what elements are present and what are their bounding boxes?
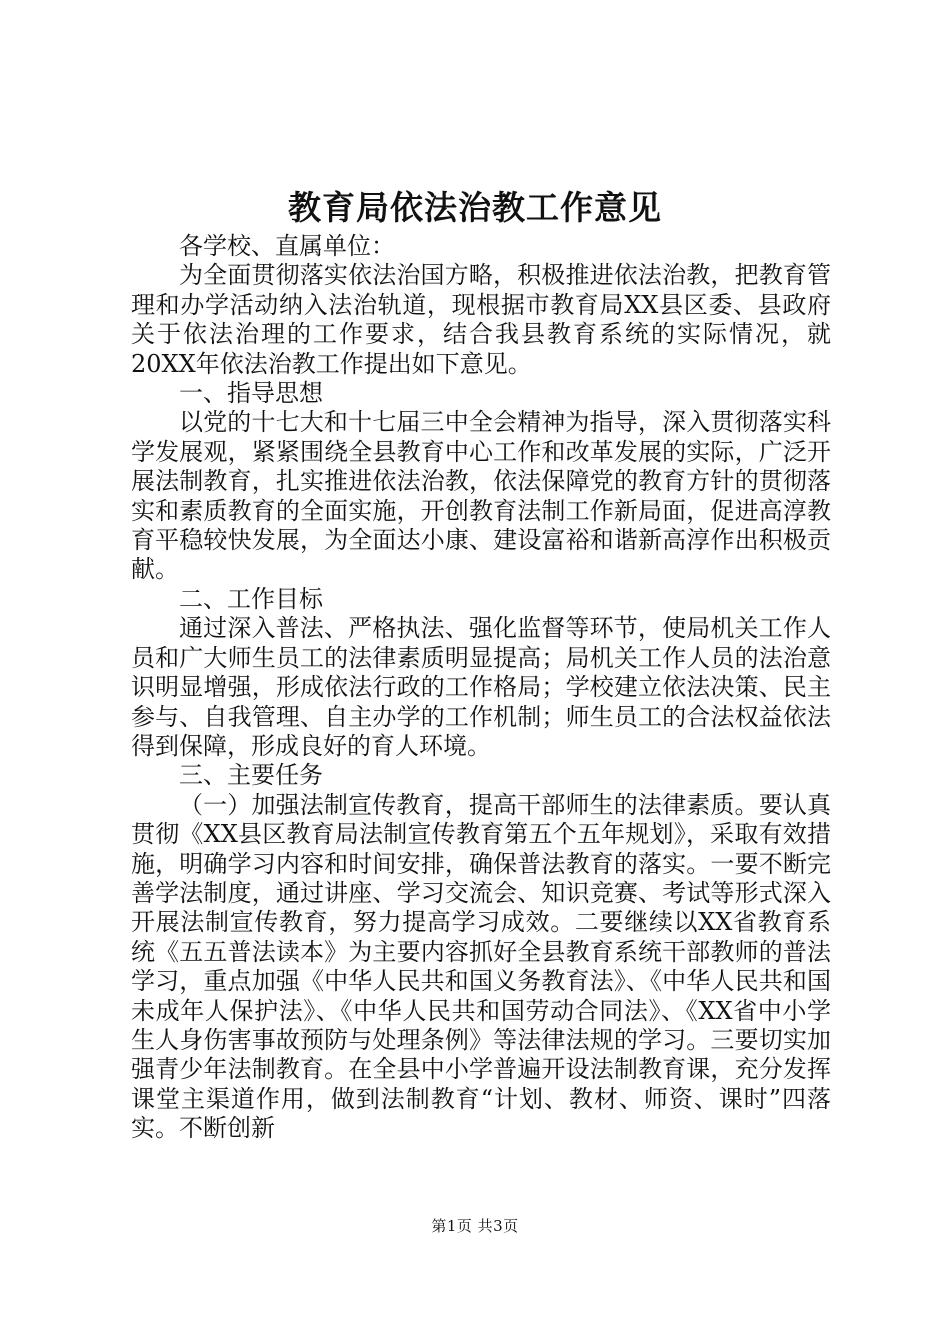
page-number-footer: 第1页 共3页 [431,1217,519,1235]
paragraph-intro: 为全面贯彻落实依法治国方略，积极推进依法治教，把教育管理和办学活动纳入法治轨道，现根据市教育局XX县区委、县政府关于依法治理的工作要求，结合我县教育系统的实际情况，就20XX年依法治教工作提出如下意见。 [131,261,831,378]
section-heading-work-goals: 二、工作目标 [179,584,323,613]
paragraph-work-goals: 通过深入普法、严格执法、强化监督等环节，使局机关工作人员和广大师生员工的法律素质明显提高；局机关工作人员的法治意识明显增强，形成依法行政的工作格局；学校建立依法决策、民主参与、自我管理、自主办学的工作机制；师生员工的合法权益依法得到保障，形成良好的育人环境。 [131,614,831,760]
paragraph-guiding-thought: 以党的十七大和十七届三中全会精神为指导，深入贯彻落实科学发展观，紧紧围绕全县教育中心工作和改革发展的实际，广泛开展法制教育，扎实推进依法治教，依法保障党的教育方针的贯彻落实和素质教育的全面实施，开创教育法制工作新局面，促进高淳教育平稳较快发展，为全面达小康、建设富裕和谐新高淳作出积极贡献。 [131,408,831,584]
section-heading-main-tasks: 三、主要任务 [179,761,323,790]
document-body [131,232,831,1144]
section-heading-guiding-thought: 一、指导思想 [179,379,323,408]
paragraph-main-tasks-1: （一）加强法制宣传教育，提高干部师生的法律素质。要认真贯彻《XX县区教育局法制宣传教育第五个五年规划》，采取有效措施，明确学习内容和时间安排，确保普法教育的落实。一要不断完善学法制度，通过讲座、学习交流会、知识竞赛、考试等形式深入开展法制宣传教育，努力提高学习成效。二要继续以XX省教育系统《五五普法读本》为主要内容抓好全县教育系统干部教师的普法学习，重点加强《中华人民共和国义务教育法》、《中华人民共和国未成年人保护法》、《中华人民共和国劳动合同法》、《XX省中小学生人身伤害事故预防与处理条例》等法律法规的学习。三要切实加强青少年法制教育。在全县中小学普遍开设法制教育课，充分发挥课堂主渠道作用，做到法制教育“计划、教材、师资、课时”四落实。不断创新 [131,790,831,1143]
salutation: 各学校、直属单位： [179,232,395,260]
document-title: 教育局依法治教工作意见 [288,188,662,227]
